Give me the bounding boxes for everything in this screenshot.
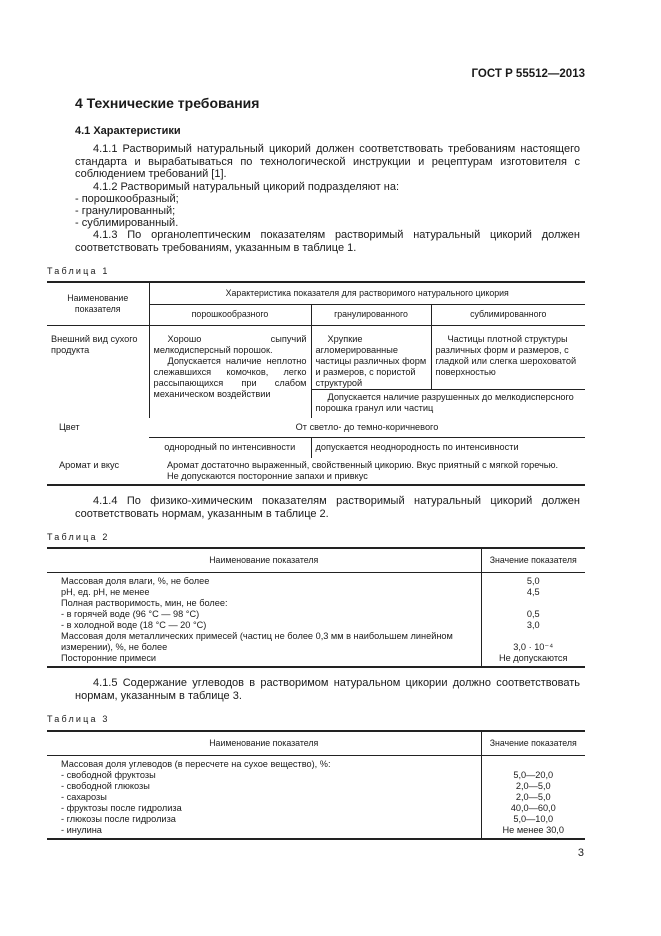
table-1-header-group: Характеристика показателя для растворимого натурального цикория: [149, 282, 585, 304]
table-cell-value: 4,5: [526, 586, 540, 597]
table-cell-value: 0,5: [526, 608, 540, 619]
table-1-row-name: Аромат и вкус: [47, 458, 149, 485]
paragraph-4-1-5: 4.1.5 Содержание углеводов в растворимом натуральном цикории должно соответствовать нормам, указанным в таблице 3.: [75, 677, 580, 702]
list-item: - сублимированный.: [75, 217, 179, 229]
table-cell-value: 5,0—20,0: [513, 769, 554, 780]
table-2-header-name: Наименование показателя: [47, 548, 481, 572]
table-2-header-value: Значение показателя: [481, 548, 585, 572]
table-3-caption: Таблица 3: [47, 714, 110, 724]
table-1-cell: Частицы плотной структуры различных форм и размеров, с гладкой или слегка шероховатой поверхностью: [431, 325, 585, 389]
table-1-cell: Не допускаются посторонние запахи и привкус: [149, 471, 585, 485]
standard-header: ГОСТ Р 55512—2013: [471, 68, 585, 80]
table-row: Массовая доля металлических примесей (частиц не более 0,3 мм в наибольшем линейном измерении), %, не более: [47, 631, 481, 653]
table-row: - свободной фруктозы: [47, 770, 481, 781]
table-1-cell: допускается неоднородность по интенсивности: [315, 442, 519, 453]
paragraph-4-1-3: 4.1.3 По органолептическим показателям растворимый натуральный цикорий должен соответствовать требованиям, указанным в таблице 1.: [75, 229, 580, 254]
table-row: - свободной глюкозы: [47, 781, 481, 792]
paragraph-4-1-2: 4.1.2 Растворимый натуральный цикорий подразделяют на:: [93, 181, 399, 193]
table-cell-value: Не допускаются: [481, 653, 585, 667]
table-1-row-name: Внешний вид сухого продукта: [47, 325, 149, 418]
table-1-cell: Допускается наличие неплотно слежавшихся комочков, легко рассыпающихся при слабом механическом воздействии: [153, 355, 307, 399]
list-item: - порошкообразный;: [75, 193, 179, 205]
section-title: 4 Технические требования: [75, 95, 260, 111]
table-3-header-value: Значение показателя: [481, 731, 585, 755]
table-1: [47, 281, 585, 486]
table-1-cell: однородный по интенсивности: [149, 438, 311, 458]
table-1-cell: Аромат достаточно выраженный, свойственный цикорию. Вкус приятный с мягкой горечью.: [167, 459, 559, 470]
table-cell-value: Не менее 30,0: [481, 825, 585, 839]
table-cell-value: 40,0—60,0: [510, 802, 556, 813]
table-cell-value: 2,0—5,0: [515, 791, 551, 802]
table-row: Массовая доля углеводов (в пересчете на сухое вещество), %:: [47, 755, 481, 770]
table-1-cell: Хрупкие агломерированные частицы различных форм и размеров, с пористой структурой: [311, 325, 431, 389]
table-1-row-name: Цвет: [59, 422, 80, 432]
table-row: - в горячей воде (96 °С — 98 °С): [47, 609, 481, 620]
table-cell-value: 5,0: [526, 575, 540, 586]
subsection-title: 4.1 Характеристики: [75, 125, 181, 137]
table-cell-value: 5,0—10,0: [513, 813, 554, 824]
table-1-cell: Допускается наличие разрушенных до мелкодисперсного порошка гранул или частиц: [315, 391, 574, 413]
table-1-header-name: Наименование показателя: [47, 282, 149, 325]
table-cell-value: 3,0 · 10⁻⁴: [513, 641, 554, 652]
table-cell-value: 2,0—5,0: [515, 780, 551, 791]
table-row: - сахарозы: [47, 792, 481, 803]
table-row: - инулина: [47, 825, 481, 839]
table-row: Посторонние примеси: [47, 653, 481, 667]
table-2-caption: Таблица 2: [47, 532, 110, 542]
table-1-subheader: гранулированного: [311, 304, 431, 325]
paragraph-4-1-4: 4.1.4 По физико-химическим показателям растворимый натуральный цикорий должен соответствовать нормам, указанным в таблице 2.: [75, 495, 580, 520]
table-row: Полная растворимость, мин, не более:: [47, 598, 481, 609]
table-1-caption: Таблица 1: [47, 266, 110, 276]
table-3-header-name: Наименование показателя: [47, 731, 481, 755]
table-cell-value: [481, 598, 585, 609]
table-row: - фруктозы после гидролиза: [47, 803, 481, 814]
table-row: - глюкозы после гидролиза: [47, 814, 481, 825]
table-1-subheader: порошкообразного: [149, 304, 311, 325]
table-3: [47, 730, 585, 840]
table-row: Массовая доля влаги, %, не более: [47, 572, 481, 587]
list-item: - гранулированный;: [75, 205, 176, 217]
table-1-cell: От светло- до темно-коричневого: [149, 418, 585, 438]
table-row: pH, ед. pH, не менее: [47, 587, 481, 598]
table-2: [47, 547, 585, 668]
table-cell-value: [481, 755, 585, 770]
table-row: - в холодной воде (18 °С — 20 °С): [47, 620, 481, 631]
paragraph-4-1-1: 4.1.1 Растворимый натуральный цикорий должен соответствовать требованиям настоящего стандарта и вырабатываться по технологической инструкции и рецептурам изготовителя с соблюдением требований [1].: [75, 143, 580, 180]
page-number: 3: [577, 847, 584, 859]
table-cell-value: 3,0: [526, 619, 540, 630]
table-1-cell: Хорошо сыпучий мелкодисперсный порошок.: [153, 333, 307, 355]
table-1-subheader: сублимированного: [431, 304, 585, 325]
